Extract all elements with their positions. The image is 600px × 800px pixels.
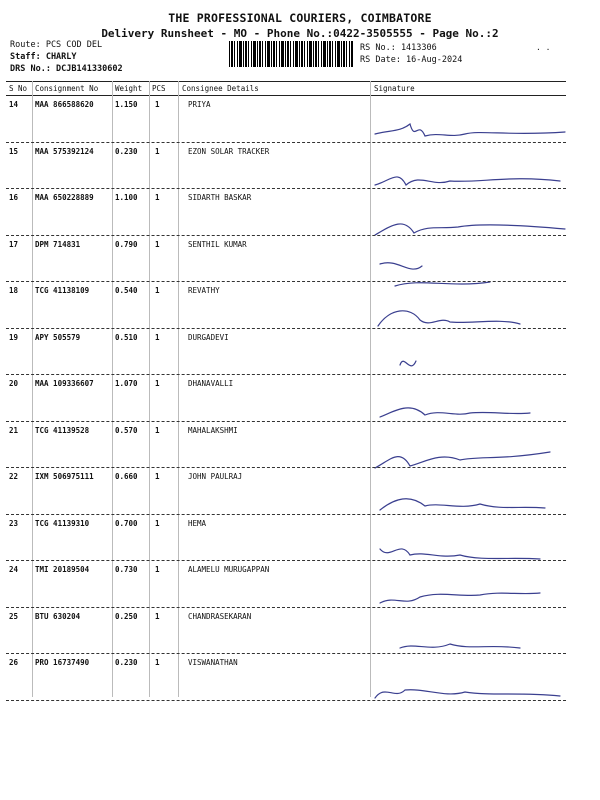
header-consignee: Consignee Details: [182, 84, 259, 93]
signature-scribble: [370, 159, 570, 199]
signature-scribble: [370, 252, 570, 292]
header-pcs: PCS: [152, 84, 166, 93]
row-separator: [6, 188, 566, 189]
signature-scribble: [370, 391, 570, 431]
cell-consignment: TMI 20189504: [35, 565, 90, 574]
cell-sno: 17: [9, 239, 19, 249]
cell-pcs: 1: [155, 425, 160, 435]
cell-consignee: CHANDRASEKARAN: [188, 611, 252, 621]
cell-weight: 0.540: [115, 286, 138, 295]
cell-pcs: 1: [155, 518, 160, 528]
cell-consignee: JOHN PAULRAJ: [188, 472, 243, 481]
cell-consignment: PRO 16737490: [35, 658, 90, 667]
barcode-image: [229, 41, 353, 67]
cell-consignment: MAA 575392124: [35, 146, 94, 156]
cell-pcs: 1: [155, 658, 160, 667]
cell-consignment: TCG 41138109: [35, 286, 90, 295]
cell-consignee: PRIYA: [188, 100, 211, 109]
route-info: [10, 39, 123, 75]
column-divider: [178, 81, 179, 697]
signature-scribble: [370, 670, 570, 710]
runsheet-subtitle: Delivery Runsheet - MO - Phone No.:0422-3505555 - Page No.:2: [101, 27, 499, 40]
rs-date: RS Date: 16-Aug-2024: [360, 55, 463, 65]
cell-consignee: DURGADEVI: [188, 332, 229, 342]
cell-pcs: 1: [155, 611, 160, 621]
header-weight: Weight: [115, 84, 143, 93]
row-separator: [6, 514, 566, 515]
table-top-border: [6, 81, 566, 82]
signature-scribble: [370, 577, 570, 617]
cell-pcs: 1: [155, 193, 160, 202]
row-separator: [6, 653, 566, 654]
cell-weight: 0.570: [115, 425, 138, 435]
corner-mark: · ·: [536, 45, 551, 54]
cell-pcs: 1: [155, 472, 160, 481]
cell-consignment: TCG 41139310: [35, 518, 90, 528]
signature-scribble: [370, 112, 570, 152]
cell-sno: 15: [9, 146, 19, 156]
cell-weight: 0.510: [115, 332, 138, 342]
cell-pcs: 1: [155, 100, 160, 109]
cell-consignment: APY 505579: [35, 332, 81, 342]
cell-consignee: DHANAVALLI: [188, 379, 234, 388]
cell-pcs: 1: [155, 239, 160, 249]
cell-pcs: 1: [155, 379, 160, 388]
cell-sno: 14: [9, 100, 19, 109]
cell-pcs: 1: [155, 565, 160, 574]
cell-weight: 1.100: [115, 193, 138, 202]
cell-consignee: VISWANATHAN: [188, 658, 238, 667]
cell-consignee: MAHALAKSHMI: [188, 425, 238, 435]
cell-pcs: 1: [155, 146, 160, 156]
row-separator: [6, 328, 566, 329]
signature-scribble: [370, 345, 570, 385]
header-signature: Signature: [374, 84, 415, 93]
cell-consignee: SIDARTH BASKAR: [188, 193, 252, 202]
row-separator: [6, 560, 566, 561]
row-separator: [6, 607, 566, 608]
header-consignment: Consignment No: [35, 84, 99, 93]
row-separator: [6, 700, 566, 701]
cell-consignee: EZON SOLAR TRACKER: [188, 146, 270, 156]
cell-consignment: TCG 41139528: [35, 425, 90, 435]
row-separator: [6, 374, 566, 375]
cell-consignment: BTU 630204: [35, 611, 81, 621]
cell-sno: 19: [9, 332, 19, 342]
cell-consignment: DPM 714831: [35, 239, 81, 249]
row-separator: [6, 467, 566, 468]
cell-sno: 26: [9, 658, 19, 667]
company-title: THE PROFESSIONAL COURIERS, COIMBATORE: [168, 11, 432, 25]
rs-info: [360, 42, 462, 66]
signature-scribble: [370, 205, 570, 245]
drs-number: DRS No.: DCJB141330602: [10, 64, 123, 74]
cell-weight: 1.150: [115, 100, 138, 109]
cell-sno: 20: [9, 379, 19, 388]
cell-sno: 16: [9, 193, 19, 202]
signature-scribble: [370, 624, 570, 664]
cell-consignment: MAA 866588620: [35, 100, 94, 109]
cell-weight: 0.660: [115, 472, 138, 481]
row-separator: [6, 421, 566, 422]
cell-sno: 24: [9, 565, 19, 574]
cell-consignee: SENTHIL KUMAR: [188, 239, 247, 249]
column-divider: [32, 81, 33, 697]
cell-consignment: MAA 109336607: [35, 379, 94, 388]
signature-scribble: [370, 531, 570, 571]
cell-weight: 0.250: [115, 611, 138, 621]
cell-sno: 23: [9, 518, 19, 528]
column-divider: [149, 81, 150, 697]
cell-sno: 21: [9, 425, 19, 435]
cell-weight: 0.230: [115, 146, 138, 156]
cell-weight: 0.730: [115, 565, 138, 574]
cell-weight: 0.790: [115, 239, 138, 249]
cell-sno: 25: [9, 611, 19, 621]
staff-label: Staff: CHARLY: [10, 52, 77, 62]
cell-pcs: 1: [155, 286, 160, 295]
cell-weight: 0.230: [115, 658, 138, 667]
cell-weight: 0.700: [115, 518, 138, 528]
cell-consignment: MAA 650228889: [35, 193, 94, 202]
row-separator: [6, 235, 566, 236]
cell-consignee: HEMA: [188, 518, 207, 528]
route-label: Route: PCS COD DEL: [10, 40, 103, 50]
cell-pcs: 1: [155, 332, 160, 342]
signature-scribble: [370, 298, 570, 338]
signature-scribble: [370, 484, 570, 524]
header-sno: S No: [9, 84, 28, 93]
row-separator: [6, 142, 566, 143]
cell-weight: 1.070: [115, 379, 138, 388]
row-separator: [6, 281, 566, 282]
cell-consignment: IXM 506975111: [35, 472, 94, 481]
cell-consignee: ALAMELU MURUGAPPAN: [188, 565, 270, 574]
cell-sno: 18: [9, 286, 19, 295]
column-divider: [112, 81, 113, 697]
rs-number: RS No.: 1413306: [360, 43, 437, 53]
header-bottom-border: [6, 95, 566, 96]
cell-consignee: REVATHY: [188, 286, 220, 295]
signature-scribble: [370, 438, 570, 478]
cell-sno: 22: [9, 472, 19, 481]
